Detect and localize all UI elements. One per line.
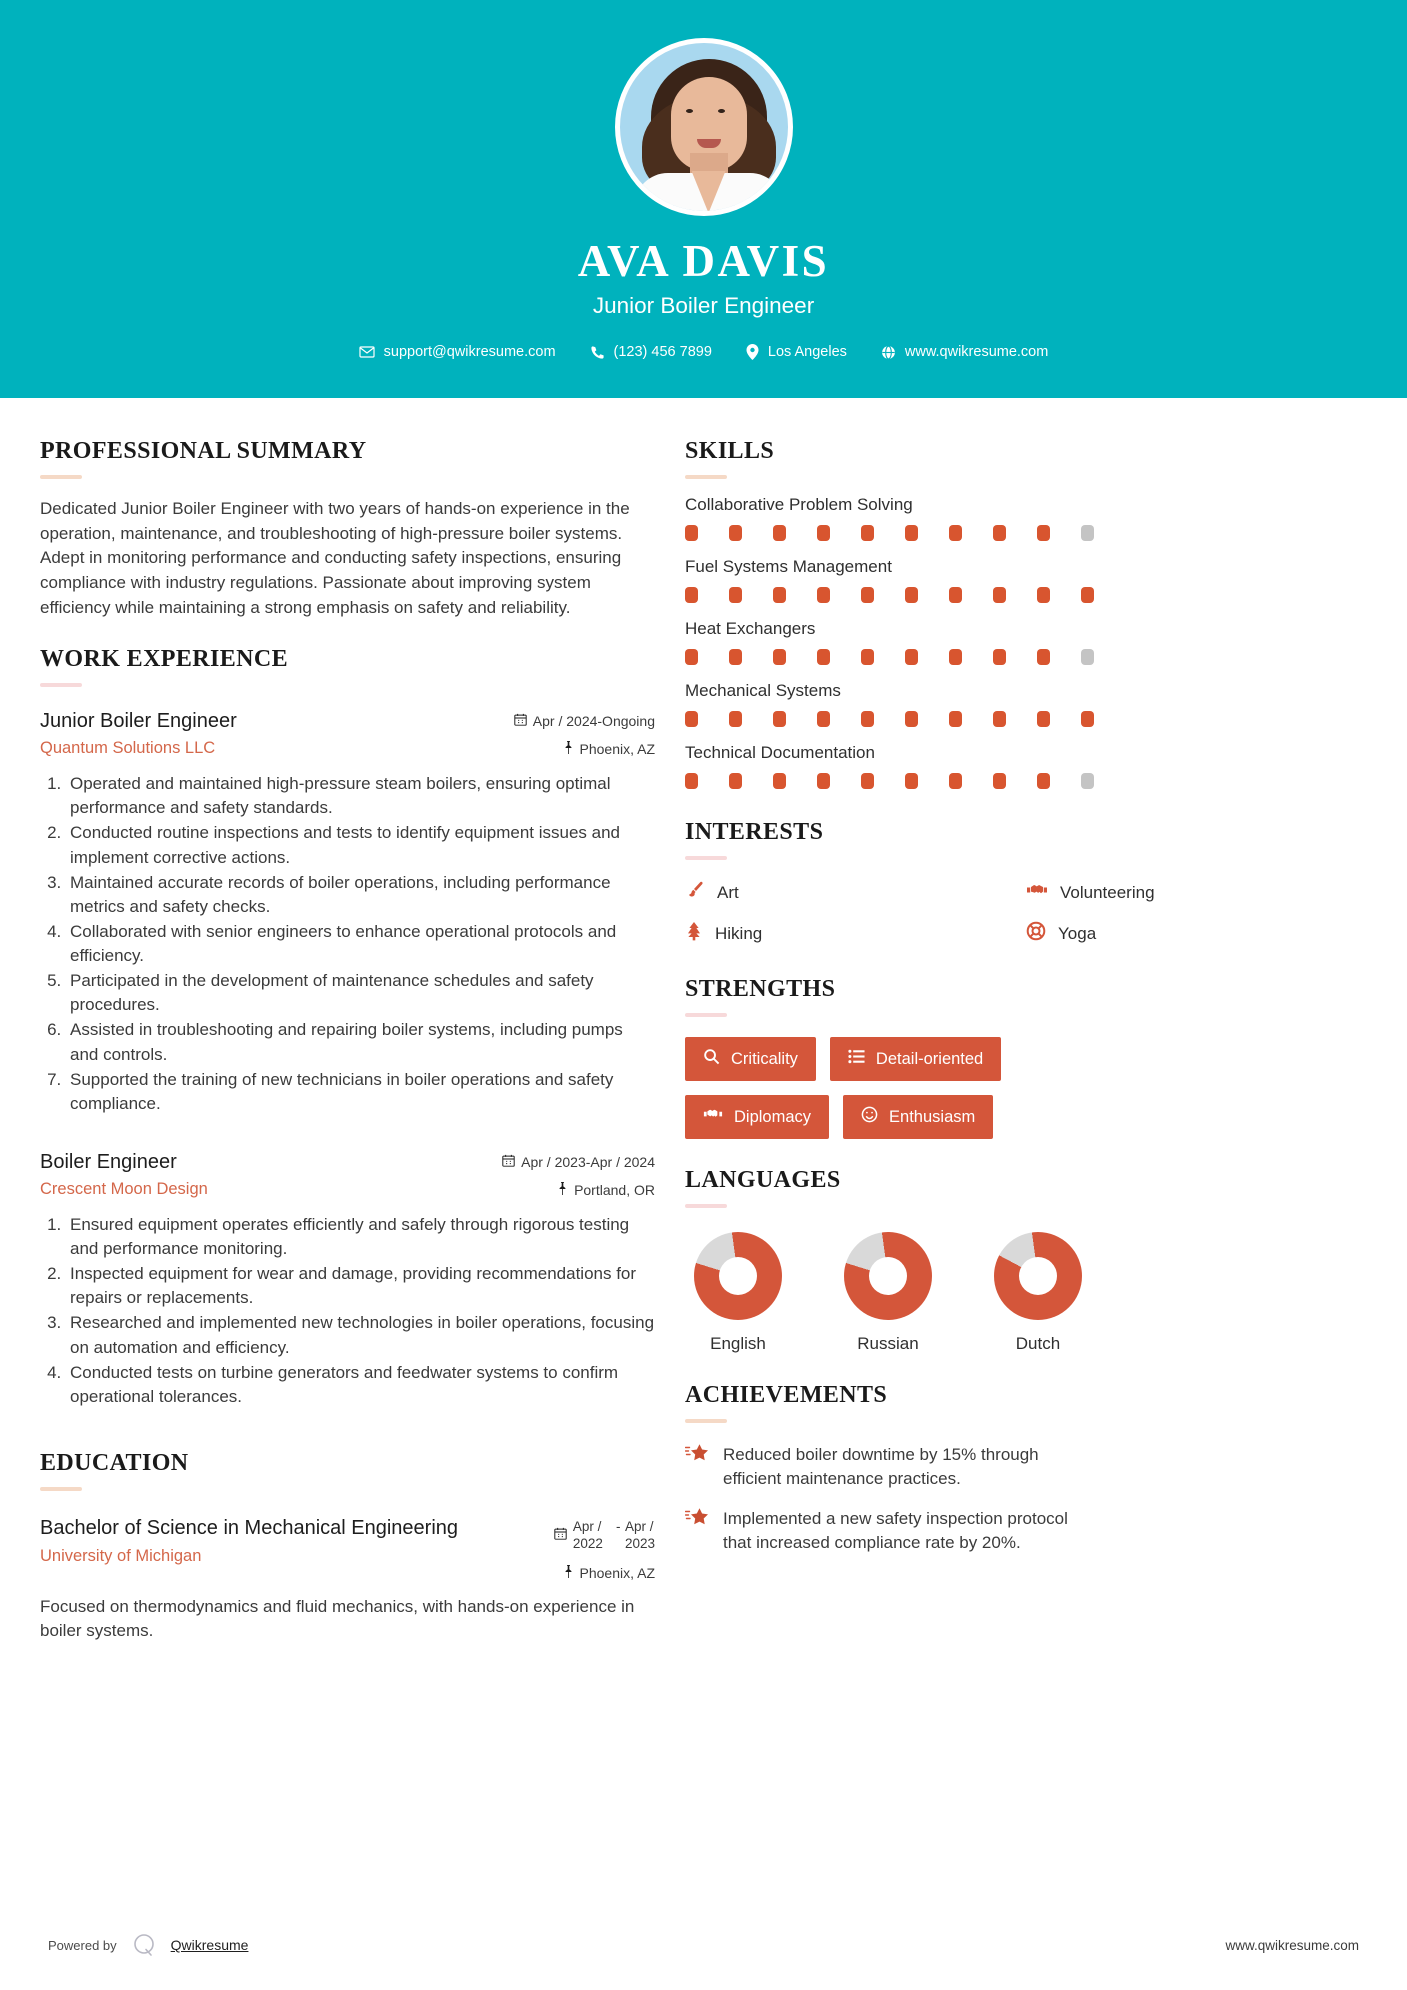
- handshake-icon: [703, 1106, 723, 1128]
- avatar: [615, 38, 793, 216]
- skill-dot: [905, 711, 918, 727]
- interest-label: Yoga: [1058, 923, 1097, 943]
- education-end-year: 2023: [624, 1535, 655, 1551]
- skill-dot: [1081, 525, 1094, 541]
- section-heading: EDUCATION: [40, 1449, 189, 1476]
- strength-label: Criticality: [731, 1049, 798, 1068]
- skill-label: Technical Documentation: [685, 743, 875, 762]
- job-location: [514, 741, 655, 757]
- footer-website[interactable]: www.qwikresume.com: [1225, 1937, 1359, 1953]
- skill-dot: [729, 649, 742, 665]
- job-role: Junior Boiler Engineer: [40, 710, 237, 733]
- language-item: [841, 1232, 935, 1354]
- job-bullet: 2. Inspected equipment for wear and damage, providing recommendations for repairs or replacements.: [66, 1262, 655, 1310]
- strength-detail-oriented[interactable]: [830, 1037, 1001, 1081]
- phone-icon: [590, 345, 605, 360]
- language-donut: [694, 1232, 782, 1320]
- skill-dot: [993, 587, 1006, 603]
- calendar-icon: [502, 1154, 515, 1170]
- skill-dot: [861, 587, 874, 603]
- skill-dot: [685, 587, 698, 603]
- language-label: English: [710, 1334, 766, 1353]
- interest-label: Volunteering: [1060, 882, 1155, 902]
- job-bullet: 3. Maintained accurate records of boiler operations, including performance metrics and safety checks.: [66, 871, 655, 919]
- education-description: Focused on thermodynamics and fluid mechanics, with hands-on experience in boiler systems.: [40, 1596, 635, 1641]
- skill-label: Fuel Systems Management: [685, 557, 892, 576]
- section-heading: INTERESTS: [685, 819, 824, 845]
- job-bullets: [66, 772, 655, 1116]
- contact-location-text: Los Angeles: [767, 344, 847, 360]
- interest-item: [1026, 921, 1367, 946]
- lifebuoy-icon: [1026, 921, 1046, 946]
- map-pin-icon: [746, 344, 759, 360]
- skill-dot: [729, 711, 742, 727]
- work-entry: [40, 1150, 655, 1409]
- section-strengths: [685, 976, 1367, 1139]
- work-entry: [40, 709, 655, 1116]
- education-start-year: 2022: [572, 1535, 603, 1551]
- paintbrush-icon: [685, 880, 705, 905]
- skill-dot: [861, 711, 874, 727]
- education-location-text: Phoenix, AZ: [579, 1564, 655, 1581]
- job-location-text: Portland, OR: [574, 1181, 655, 1198]
- skill-dot: [685, 525, 698, 541]
- strength-label: Enthusiasm: [889, 1107, 976, 1126]
- job-bullet: 4. Conducted tests on turbine generators and feedwater systems to confirm operational tolerances.: [66, 1361, 655, 1409]
- contact-location[interactable]: [729, 344, 864, 360]
- section-rule: [685, 1204, 727, 1208]
- skill-dot: [861, 649, 874, 665]
- job-location: [502, 1182, 655, 1198]
- left-column: [0, 398, 655, 1644]
- section-heading: LANGUAGES: [685, 1167, 841, 1193]
- powered-by-label: Powered by: [48, 1937, 117, 1953]
- section-heading: WORK EXPERIENCE: [40, 646, 289, 673]
- list-icon: [848, 1048, 865, 1070]
- skill-dot: [1081, 773, 1094, 789]
- skill-dot: [905, 587, 918, 603]
- skill-dot: [949, 587, 962, 603]
- skill-dot: [993, 773, 1006, 789]
- skill-dot: [685, 711, 698, 727]
- strength-label: Diplomacy: [734, 1107, 812, 1126]
- section-languages: [685, 1167, 1367, 1354]
- language-donut: [994, 1232, 1082, 1320]
- skill-dot: [685, 649, 698, 665]
- interest-item: [685, 921, 1026, 946]
- job-location-text: Phoenix, AZ: [579, 741, 655, 758]
- section-rule: [685, 1419, 727, 1423]
- section-rule: [40, 1487, 82, 1491]
- contact-bar: [0, 344, 1407, 360]
- skill-dot: [1037, 587, 1050, 603]
- language-donut: [844, 1232, 932, 1320]
- skill-dot: [993, 525, 1006, 541]
- skill-dot: [993, 711, 1006, 727]
- job-role: Boiler Engineer: [40, 1150, 177, 1173]
- skill-rating: [685, 711, 1367, 727]
- job-title: Junior Boiler Engineer: [592, 293, 815, 318]
- page-footer: [0, 1900, 1407, 1990]
- skill-dot: [1037, 711, 1050, 727]
- skill-dot: [773, 711, 786, 727]
- section-heading: STRENGTHS: [685, 976, 836, 1002]
- achievement-text: Reduced boiler downtime by 15% through efficient maintenance practices.: [723, 1445, 1039, 1489]
- resume-header: [0, 0, 1407, 398]
- strength-diplomacy[interactable]: [685, 1095, 829, 1139]
- job-bullets: [66, 1213, 655, 1409]
- envelope-icon: [359, 344, 375, 360]
- job-bullet: 5. Participated in the development of maintenance schedules and safety procedures.: [66, 969, 655, 1017]
- skill-dot: [949, 711, 962, 727]
- contact-phone-text: (123) 456 7899: [613, 344, 712, 360]
- achievement-item: [685, 1443, 1367, 1491]
- skill-dot: [817, 711, 830, 727]
- skill-dot: [861, 773, 874, 789]
- job-dates: [502, 1154, 655, 1170]
- skill-item: [685, 619, 1367, 665]
- language-item: [991, 1232, 1085, 1354]
- job-dates: [514, 713, 655, 729]
- job-bullet: 1. Ensured equipment operates efficiently and safely through rigorous testing and performance monitoring.: [66, 1213, 655, 1261]
- section-rule: [685, 856, 727, 860]
- skill-label: Mechanical Systems: [685, 681, 841, 700]
- skill-dot: [817, 649, 830, 665]
- section-skills: [685, 438, 1367, 789]
- skill-dot: [773, 773, 786, 789]
- language-item: [691, 1232, 785, 1354]
- skill-label: Collaborative Problem Solving: [685, 495, 913, 514]
- job-company: Crescent Moon Design: [40, 1179, 208, 1198]
- qwikresume-logo-icon: [131, 1932, 157, 1958]
- globe-icon: [881, 345, 896, 360]
- skill-rating: [685, 649, 1367, 665]
- summary-text: Dedicated Junior Boiler Engineer with two years of hands-on experience in the operation, maintenance, and troubleshooting of high-pressure boiler systems. Adept in monitoring performance and conducting safety inspections, ensuring compliance with industry regulations. Passionate about improving system efficiency while maintaining a strong emphasis on safety and reliability.: [40, 499, 630, 617]
- skill-dot: [685, 773, 698, 789]
- interest-item: [1026, 880, 1367, 905]
- star-icon: [685, 1443, 709, 1491]
- skill-dot: [1037, 649, 1050, 665]
- job-dates-text: Apr / 2023-Apr / 2024: [521, 1153, 655, 1170]
- job-bullet: 6. Assisted in troubleshooting and repairing boiler systems, including pumps and controls.: [66, 1018, 655, 1066]
- job-company: Quantum Solutions LLC: [40, 739, 216, 758]
- skill-dot: [1037, 773, 1050, 789]
- language-label: Russian: [857, 1334, 919, 1353]
- contact-website-text: www.qwikresume.com: [904, 344, 1049, 360]
- section-heading: PROFESSIONAL SUMMARY: [40, 438, 367, 464]
- skill-dot: [729, 525, 742, 541]
- skill-dot: [993, 649, 1006, 665]
- section-heading: SKILLS: [685, 438, 775, 464]
- contact-email[interactable]: [342, 344, 573, 360]
- achievement-item: [685, 1507, 1367, 1555]
- section-heading: ACHIEVEMENTS: [685, 1382, 888, 1408]
- skill-dot: [817, 773, 830, 789]
- section-work-experience: [40, 646, 655, 1409]
- skill-item: [685, 743, 1367, 789]
- tree-icon: [685, 921, 703, 946]
- skill-rating: [685, 525, 1367, 541]
- skill-dot: [773, 587, 786, 603]
- smiley-icon: [861, 1106, 878, 1128]
- contact-website[interactable]: [864, 344, 1065, 360]
- skill-dot: [817, 587, 830, 603]
- page-title: AVA DAVIS: [577, 236, 830, 286]
- qwikresume-brand-link[interactable]: Qwikresume: [170, 1937, 249, 1953]
- skill-item: [685, 557, 1367, 603]
- skill-dot: [949, 525, 962, 541]
- skill-item: [685, 495, 1367, 541]
- education-dates: [554, 1519, 655, 1553]
- achievement-text: Implemented a new safety inspection protocol that increased compliance rate by 20%.: [723, 1509, 1068, 1553]
- skill-dot: [905, 773, 918, 789]
- section-interests: [685, 819, 1367, 946]
- job-bullet: 1. Operated and maintained high-pressure steam boilers, ensuring optimal performance and safety standards.: [66, 772, 655, 820]
- section-rule: [40, 683, 82, 687]
- skill-dot: [949, 773, 962, 789]
- education-end-month: - Apr /: [624, 1518, 654, 1534]
- pin-icon: [563, 741, 574, 757]
- resume-body: [0, 398, 1407, 1644]
- star-icon: [685, 1507, 709, 1555]
- skill-dot: [729, 587, 742, 603]
- handshake-icon: [1026, 880, 1048, 905]
- skill-dot: [773, 649, 786, 665]
- calendar-icon: [514, 713, 527, 729]
- education-location: [554, 1565, 655, 1581]
- job-bullet: 2. Conducted routine inspections and tests to identify equipment issues and implement corrective actions.: [66, 821, 655, 869]
- strength-criticality[interactable]: [685, 1037, 816, 1081]
- language-label: Dutch: [1015, 1334, 1061, 1353]
- education-school: University of Michigan: [40, 1546, 202, 1565]
- contact-phone[interactable]: [573, 344, 729, 360]
- section-professional-summary: [40, 438, 655, 620]
- job-bullet: 7. Supported the training of new technicians in boiler operations and safety compliance.: [66, 1068, 655, 1116]
- skill-dot: [861, 525, 874, 541]
- skill-dot: [905, 649, 918, 665]
- education-entry: [40, 1515, 655, 1644]
- section-rule: [40, 475, 82, 479]
- calendar-icon: [554, 1527, 567, 1545]
- interest-item: [685, 880, 1026, 905]
- pin-icon: [557, 1182, 568, 1198]
- skill-dot: [905, 525, 918, 541]
- strength-enthusiasm[interactable]: [843, 1095, 993, 1139]
- skill-dot: [1081, 587, 1094, 603]
- job-bullet: 3. Researched and implemented new technologies in boiler operations, focusing on automation and efficiency.: [66, 1311, 655, 1359]
- right-column: [655, 398, 1407, 1644]
- job-dates-text: Apr / 2024-Ongoing: [532, 713, 655, 730]
- skill-item: [685, 681, 1367, 727]
- section-education: [40, 1450, 655, 1644]
- section-rule: [685, 1013, 727, 1017]
- skill-dot: [1037, 525, 1050, 541]
- job-bullet: 4. Collaborated with senior engineers to enhance operational protocols and efficiency.: [66, 920, 655, 968]
- skill-rating: [685, 587, 1367, 603]
- skill-dot: [1081, 649, 1094, 665]
- interest-label: Hiking: [715, 923, 763, 943]
- search-icon: [703, 1048, 720, 1070]
- skill-dot: [1081, 711, 1094, 727]
- pin-icon: [563, 1565, 574, 1581]
- interest-label: Art: [717, 882, 739, 902]
- education-start-month: Apr /: [572, 1518, 602, 1534]
- skill-dot: [729, 773, 742, 789]
- skill-dot: [949, 649, 962, 665]
- strength-label: Detail-oriented: [875, 1049, 984, 1068]
- contact-email-text: support@qwikresume.com: [383, 344, 556, 360]
- skill-dot: [817, 525, 830, 541]
- section-achievements: [685, 1382, 1367, 1556]
- skill-rating: [685, 773, 1367, 789]
- skill-label: Heat Exchangers: [685, 619, 816, 638]
- skill-dot: [773, 525, 786, 541]
- section-rule: [685, 475, 727, 479]
- education-degree: Bachelor of Science in Mechanical Engineering: [40, 1516, 459, 1539]
